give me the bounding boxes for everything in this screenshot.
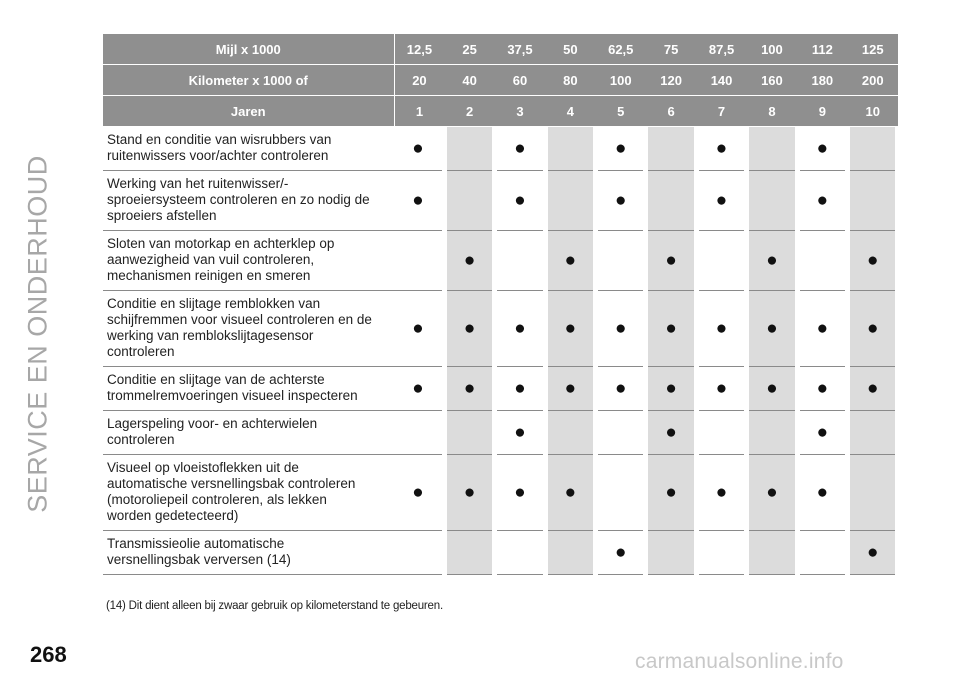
interval-cell	[696, 231, 746, 291]
header-interval-value: 100	[596, 65, 646, 96]
schedule-row	[103, 171, 898, 231]
interval-cell	[696, 367, 746, 411]
task-description-line: werking van remblokslijtagesensor	[107, 328, 314, 343]
interval-cell	[596, 531, 646, 575]
header-interval-value: 60	[495, 65, 545, 96]
service-required-dot-icon: ●	[564, 249, 577, 271]
service-required-dot-icon: ●	[514, 189, 526, 211]
service-required-dot-icon: ●	[665, 317, 677, 339]
interval-cell	[797, 171, 847, 231]
header-interval-value: 40	[444, 65, 494, 96]
interval-cell	[797, 455, 847, 531]
service-required-dot-icon: ●	[615, 189, 627, 211]
interval-cell	[596, 291, 646, 367]
interval-cell	[394, 455, 444, 531]
schedule-header	[103, 34, 898, 127]
header-interval-value: 160	[747, 65, 797, 96]
schedule-row	[103, 367, 898, 411]
service-required-dot-icon: ●	[816, 189, 829, 211]
header-interval-value: 125	[848, 34, 898, 65]
interval-cell	[394, 411, 444, 455]
service-required-dot-icon: ●	[816, 481, 829, 503]
service-required-dot-icon: ●	[715, 481, 728, 503]
header-interval-value: 120	[646, 65, 696, 96]
interval-cell	[797, 291, 847, 367]
service-required-dot-icon: ●	[715, 189, 728, 211]
interval-cell	[394, 291, 444, 367]
interval-cell	[646, 531, 696, 575]
service-required-dot-icon: ●	[412, 377, 424, 399]
service-required-dot-icon: ●	[514, 377, 526, 399]
interval-cell	[747, 171, 797, 231]
interval-cell	[797, 531, 847, 575]
task-description-line: aanwezigheid van vuil controleren,	[107, 252, 315, 267]
header-interval-value: 112	[797, 34, 847, 65]
task-description-line: Conditie en slijtage van de achterste	[107, 372, 325, 387]
service-required-dot-icon: ●	[412, 317, 424, 339]
interval-cell	[444, 455, 494, 531]
header-interval-value: 2	[444, 96, 494, 127]
task-description-line: automatische versnellingsbak controleren	[107, 476, 356, 491]
service-required-dot-icon: ●	[514, 421, 526, 443]
interval-cell	[747, 411, 797, 455]
footnote: (14) Dit dient alleen bij zwaar gebruik op kilometerstand te gebeuren.	[106, 600, 443, 612]
interval-cell	[545, 231, 595, 291]
interval-cell	[646, 171, 696, 231]
interval-cell	[848, 231, 898, 291]
header-row-label: Kilometer x 1000 of	[103, 65, 394, 96]
schedule-row	[103, 291, 898, 367]
service-required-dot-icon: ●	[514, 317, 526, 339]
header-interval-value: 10	[848, 96, 898, 127]
interval-cell	[444, 291, 494, 367]
watermark: carmanualsonline.info	[635, 650, 844, 673]
service-required-dot-icon: ●	[766, 377, 778, 399]
interval-cell	[495, 291, 545, 367]
task-description-line: Visueel op vloeistoflekken uit de	[107, 460, 299, 475]
interval-cell	[596, 127, 646, 171]
task-description-line: Conditie en slijtage remblokken van	[107, 296, 321, 311]
interval-cell	[848, 411, 898, 455]
interval-cell	[848, 367, 898, 411]
service-required-dot-icon: ●	[564, 377, 577, 399]
service-required-dot-icon: ●	[766, 317, 778, 339]
service-required-dot-icon: ●	[766, 481, 778, 503]
service-required-dot-icon: ●	[665, 421, 677, 443]
interval-cell	[646, 127, 696, 171]
page-number: 268	[30, 642, 67, 667]
interval-cell	[545, 291, 595, 367]
interval-cell	[495, 231, 545, 291]
task-description	[103, 367, 394, 411]
interval-cell	[596, 231, 646, 291]
interval-cell	[545, 171, 595, 231]
header-interval-value: 7	[696, 96, 746, 127]
task-description-line: sproeiersysteem controleren en zo nodig de	[107, 192, 370, 207]
service-required-dot-icon: ●	[866, 317, 879, 339]
header-interval-value: 100	[747, 34, 797, 65]
service-required-dot-icon: ●	[866, 249, 879, 271]
task-description	[103, 531, 394, 575]
service-required-dot-icon: ●	[816, 377, 829, 399]
schedule-row	[103, 127, 898, 171]
header-interval-value: 180	[797, 65, 847, 96]
service-required-dot-icon: ●	[866, 377, 879, 399]
interval-cell	[797, 231, 847, 291]
header-row	[103, 65, 898, 96]
interval-cell	[444, 127, 494, 171]
interval-cell	[747, 455, 797, 531]
interval-cell	[596, 171, 646, 231]
interval-cell	[747, 531, 797, 575]
service-required-dot-icon: ●	[715, 377, 728, 399]
task-description	[103, 171, 394, 231]
interval-cell	[696, 291, 746, 367]
interval-cell	[696, 455, 746, 531]
schedule-row	[103, 455, 898, 531]
task-description-line: worden gedetecteerd)	[107, 508, 239, 523]
header-interval-value: 25	[444, 34, 494, 65]
service-required-dot-icon: ●	[463, 317, 476, 339]
interval-cell	[444, 411, 494, 455]
task-description	[103, 455, 394, 531]
header-interval-value: 87,5	[696, 34, 746, 65]
interval-cell	[596, 455, 646, 531]
header-interval-value: 75	[646, 34, 696, 65]
interval-cell	[495, 367, 545, 411]
header-interval-value: 1	[394, 96, 444, 127]
schedule-row	[103, 411, 898, 455]
interval-cell	[797, 367, 847, 411]
interval-cell	[495, 531, 545, 575]
interval-cell	[797, 411, 847, 455]
interval-cell	[394, 531, 444, 575]
interval-cell	[747, 127, 797, 171]
header-row-label: Mijl x 1000	[103, 34, 394, 65]
interval-cell	[394, 127, 444, 171]
service-required-dot-icon: ●	[463, 249, 476, 271]
service-required-dot-icon: ●	[412, 137, 424, 159]
task-description-line: versnellingsbak verversen (14)	[107, 552, 291, 567]
interval-cell	[444, 367, 494, 411]
interval-cell	[646, 411, 696, 455]
schedule-body	[103, 127, 898, 575]
interval-cell	[545, 531, 595, 575]
header-interval-value: 80	[545, 65, 595, 96]
service-required-dot-icon: ●	[816, 317, 829, 339]
interval-cell	[646, 231, 696, 291]
task-description-line: Werking van het ruitenwisser/-	[107, 176, 289, 191]
service-required-dot-icon: ●	[564, 317, 577, 339]
interval-cell	[848, 291, 898, 367]
interval-cell	[696, 171, 746, 231]
schedule-row	[103, 231, 898, 291]
service-required-dot-icon: ●	[866, 541, 879, 563]
service-required-dot-icon: ●	[715, 137, 728, 159]
header-interval-value: 20	[394, 65, 444, 96]
interval-cell	[394, 171, 444, 231]
task-description-line: Stand en conditie van wisrubbers van	[107, 132, 332, 147]
header-row-label: Jaren	[103, 96, 394, 127]
header-interval-value: 62,5	[596, 34, 646, 65]
header-interval-value: 4	[545, 96, 595, 127]
interval-cell	[596, 411, 646, 455]
interval-cell	[696, 127, 746, 171]
header-interval-value: 8	[747, 96, 797, 127]
service-required-dot-icon: ●	[412, 481, 424, 503]
service-required-dot-icon: ●	[665, 377, 677, 399]
service-required-dot-icon: ●	[615, 377, 627, 399]
task-description-line: Lagerspeling voor- en achterwielen	[107, 416, 318, 431]
interval-cell	[545, 127, 595, 171]
service-required-dot-icon: ●	[665, 481, 677, 503]
task-description-line: ruitenwissers voor/achter controleren	[107, 148, 329, 163]
header-interval-value: 3	[495, 96, 545, 127]
header-interval-value: 50	[545, 34, 595, 65]
service-required-dot-icon: ●	[463, 377, 476, 399]
interval-cell	[545, 367, 595, 411]
interval-cell	[848, 531, 898, 575]
task-description-line: Sloten van motorkap en achterklep op	[107, 236, 335, 251]
interval-cell	[596, 367, 646, 411]
interval-cell	[444, 231, 494, 291]
service-required-dot-icon: ●	[615, 137, 627, 159]
interval-cell	[495, 171, 545, 231]
task-description-line: Transmissieolie automatische	[107, 536, 285, 551]
service-required-dot-icon: ●	[514, 481, 526, 503]
interval-cell	[394, 367, 444, 411]
interval-cell	[747, 291, 797, 367]
service-required-dot-icon: ●	[766, 249, 778, 271]
service-required-dot-icon: ●	[615, 317, 627, 339]
header-interval-value: 37,5	[495, 34, 545, 65]
task-description-line: sproeiers afstellen	[107, 208, 217, 223]
header-interval-value: 200	[848, 65, 898, 96]
interval-cell	[444, 171, 494, 231]
interval-cell	[545, 455, 595, 531]
interval-cell	[394, 231, 444, 291]
interval-cell	[495, 127, 545, 171]
task-description	[103, 231, 394, 291]
task-description-line: controleren	[107, 432, 175, 447]
service-required-dot-icon: ●	[715, 317, 728, 339]
interval-cell	[646, 455, 696, 531]
header-row	[103, 34, 898, 65]
interval-cell	[696, 411, 746, 455]
maintenance-schedule-table	[103, 34, 900, 575]
header-row	[103, 96, 898, 127]
task-description-line: mechanismen reinigen en smeren	[107, 268, 311, 283]
task-description-line: schijfremmen voor visueel controleren en de	[107, 312, 372, 327]
interval-cell	[747, 231, 797, 291]
task-description-line: controleren	[107, 344, 175, 359]
header-interval-value: 6	[646, 96, 696, 127]
service-required-dot-icon: ●	[816, 421, 829, 443]
header-interval-value: 9	[797, 96, 847, 127]
header-interval-value: 140	[696, 65, 746, 96]
interval-cell	[444, 531, 494, 575]
interval-cell	[797, 127, 847, 171]
schedule-row	[103, 531, 898, 575]
interval-cell	[495, 411, 545, 455]
interval-cell	[495, 455, 545, 531]
interval-cell	[545, 411, 595, 455]
task-description	[103, 291, 394, 367]
header-interval-value: 5	[596, 96, 646, 127]
header-interval-value: 12,5	[394, 34, 444, 65]
service-required-dot-icon: ●	[412, 189, 424, 211]
interval-cell	[646, 291, 696, 367]
task-description	[103, 411, 394, 455]
service-required-dot-icon: ●	[463, 481, 476, 503]
interval-cell	[848, 455, 898, 531]
task-description-line: trommelremvoeringen visueel inspecteren	[107, 388, 358, 403]
task-description-line: (motoroliepeil controleren, als lekken	[107, 492, 327, 507]
interval-cell	[848, 127, 898, 171]
service-required-dot-icon: ●	[615, 541, 627, 563]
service-required-dot-icon: ●	[665, 249, 677, 271]
interval-cell	[848, 171, 898, 231]
interval-cell	[747, 367, 797, 411]
service-required-dot-icon: ●	[564, 481, 577, 503]
interval-cell	[696, 531, 746, 575]
section-title: SERVICE EN ONDERHOUD	[22, 155, 53, 513]
interval-cell	[646, 367, 696, 411]
task-description	[103, 127, 394, 171]
service-required-dot-icon: ●	[514, 137, 526, 159]
service-required-dot-icon: ●	[816, 137, 829, 159]
